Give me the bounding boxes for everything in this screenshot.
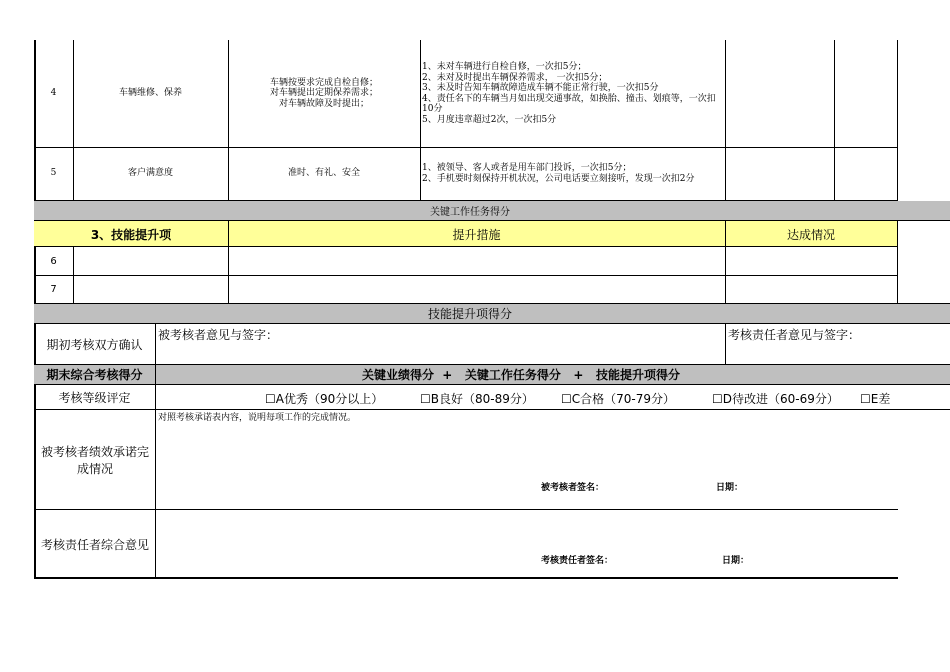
row-5-criteria: 1、被领导、客人或者是用车部门投诉，一次扣5分； 2、手机要时刻保持开机状况，公司电话要立刻接听，发现一次扣2分 — [422, 163, 695, 184]
completion-label: 被考核者绩效承诺完成情况 — [40, 444, 149, 476]
row-4-standard: 车辆按要求完成自检自修； 对车辆提出定期保养需求； 对车辆故障及时提出； — [269, 77, 378, 109]
skill-score-bar — [34, 303, 950, 324]
row-5-item: 客户满意度 — [127, 168, 173, 179]
reviewer-sign-field[interactable]: 考核责任者意见与签字： — [728, 328, 861, 342]
skill-row-7-number: 7 — [50, 284, 57, 295]
completion-sign-label: 被考核者签名： — [541, 483, 605, 493]
final-score-label: 期末综合考核得分 — [46, 368, 143, 382]
grade-option-d[interactable]: ☐D待改进（60-69分） — [712, 392, 839, 406]
skill-measures-header: 提升措施 — [452, 227, 501, 242]
key-task-score-label: 关键工作任务得分 — [430, 207, 510, 218]
grade-option-b[interactable]: ☐B良好（80-89分） — [420, 392, 534, 406]
grade-option-c[interactable]: ☐C合格（70-79分） — [561, 392, 676, 406]
skill-section-title: 3、技能提升项 — [90, 227, 172, 242]
row-4-item: 车辆维修、保养 — [118, 88, 182, 99]
bottom-border — [34, 577, 898, 579]
reviewer-opinion-label: 考核责任者综合意见 — [40, 537, 149, 552]
skill-result-header: 达成情况 — [786, 227, 835, 242]
row-5-number: 5 — [50, 168, 57, 179]
final-score-formula: 关键业绩得分 + 关键工作任务得分 + 技能提升项得分 — [361, 368, 681, 382]
grade-option-e[interactable]: ☐E差 — [860, 392, 891, 406]
completion-date-label: 日期： — [716, 483, 744, 493]
reviewer-sign-label: 考核责任者签名： — [541, 556, 614, 566]
row-4-number: 4 — [50, 88, 57, 99]
key-task-score-bar — [34, 201, 950, 221]
completion-instruction: 对照考核承诺表内容，说明每项工作的完成情况。 — [158, 413, 357, 423]
grade-label: 考核等级评定 — [58, 391, 131, 405]
initial-confirm-label: 期初考核双方确认 — [46, 337, 143, 352]
reviewer-date-label: 日期： — [722, 556, 750, 566]
row-4-criteria: 1、未对车辆进行自检自修，一次扣5分； 2、未对及时提出车辆保养需求， 一次扣5分； 3、未及时告知车辆故障造成车辆不能正常行驶，一次扣5分 4、责任名下的车辆当月如出现交通事故，如换胎、撞击、划痕等，一次扣10分 5、月度违章超过2次，一次扣5分 — [422, 62, 716, 125]
examinee-sign-field[interactable]: 被考核者意见与签字： — [158, 328, 279, 342]
grade-option-a[interactable]: ☐A优秀（90分以上） — [265, 392, 384, 406]
row-5-standard: 准时、有礼、安全 — [287, 168, 360, 179]
skill-row-6-number: 6 — [50, 256, 57, 267]
skill-score-label: 技能提升项得分 — [427, 307, 512, 321]
